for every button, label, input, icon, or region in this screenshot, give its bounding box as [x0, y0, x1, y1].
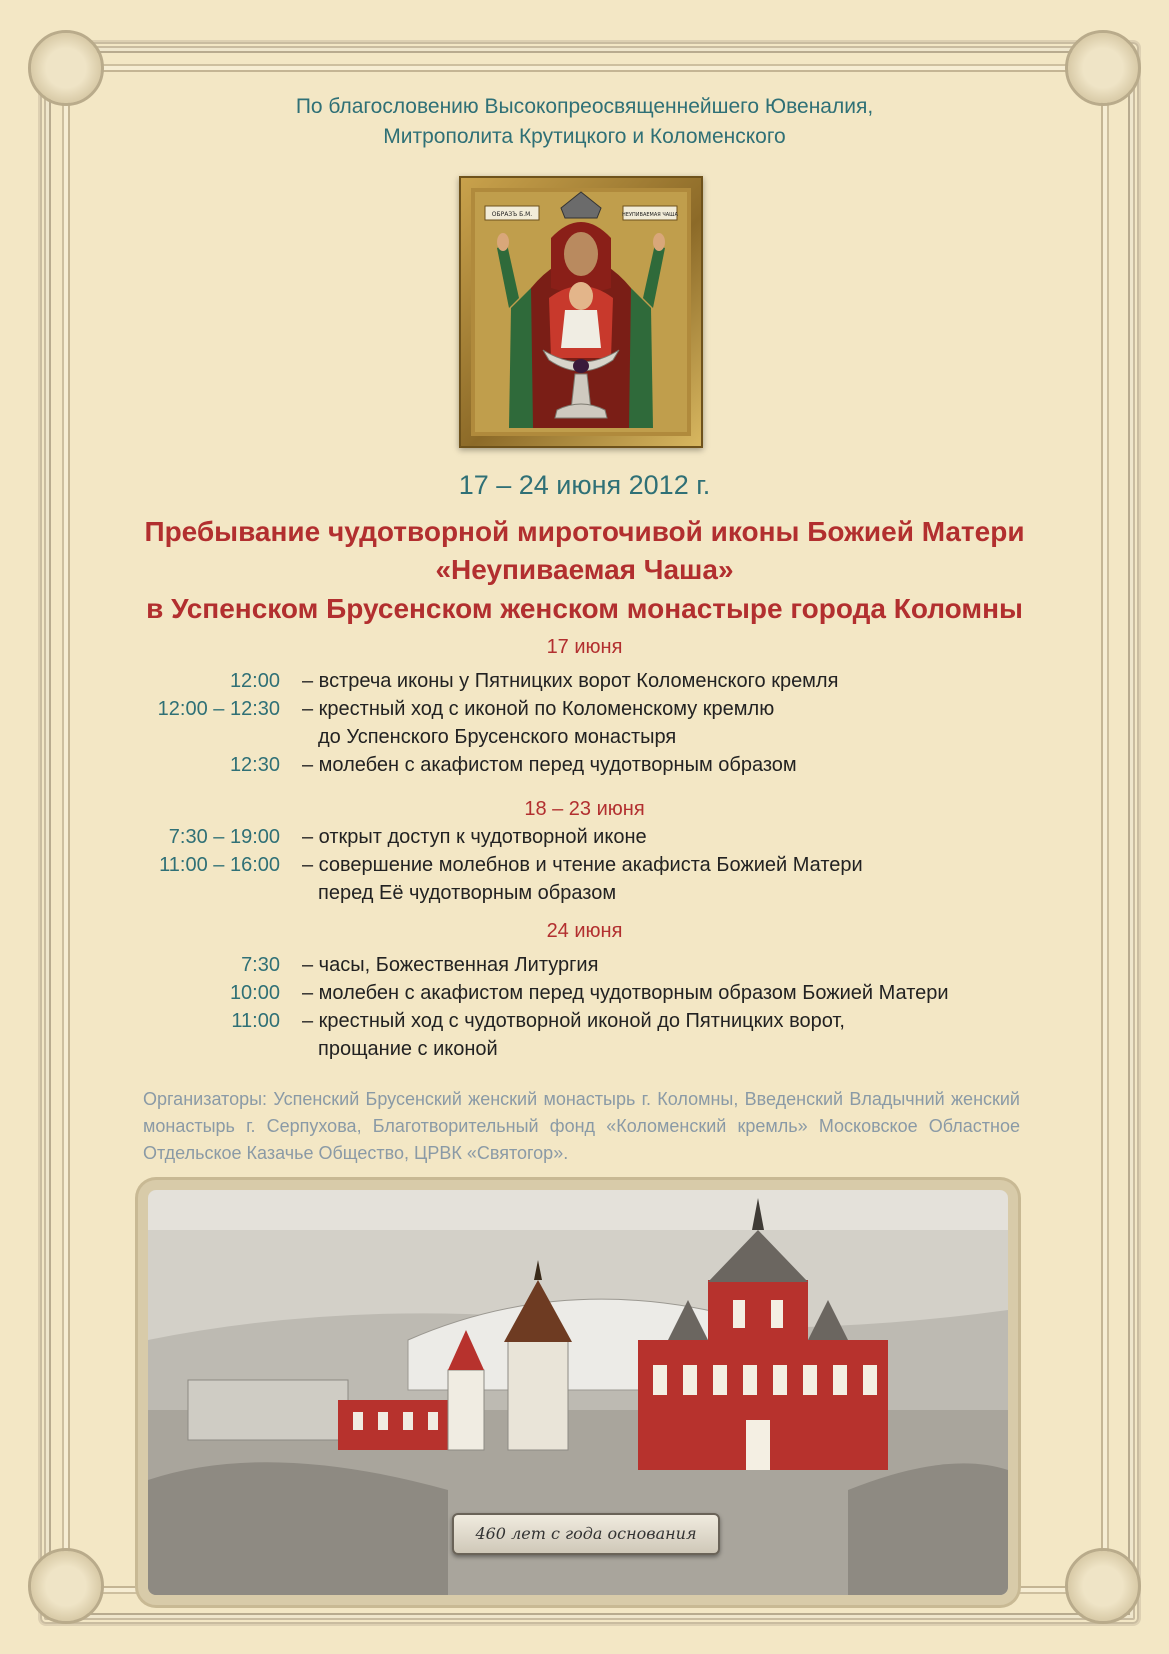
schedule-row-cont [0, 882, 1169, 910]
title-line-3: в Успенском Брусенском женском монастыре города Коломны [146, 593, 1023, 624]
corner-ornament-icon [28, 1548, 104, 1624]
corner-ornament-icon [1065, 1548, 1141, 1624]
schedule-row [0, 670, 1169, 698]
schedule-time: 7:30 [241, 954, 280, 976]
day-heading: 17 июня [546, 636, 623, 658]
schedule-time: 12:00 – 12:30 [157, 698, 280, 720]
schedule-row-cont [0, 726, 1169, 754]
icon-label-right: НЕУПИВАЕМАЯ ЧАША [622, 212, 678, 218]
schedule-desc: – молебен с акафистом перед чудотворным образом [302, 754, 797, 776]
schedule-desc: – крестный ход с чудотворной иконой до Пятницких ворот, [302, 1010, 845, 1032]
schedule-row [0, 754, 1169, 782]
schedule-row [0, 954, 1169, 982]
schedule-desc: – крестный ход с иконой по Коломенскому кремлю [302, 698, 775, 720]
schedule-desc: – молебен с акафистом перед чудотворным образом Божией Матери [302, 982, 949, 1004]
theotokos-icon [461, 178, 701, 446]
schedule-row [0, 826, 1169, 854]
blessing-line-2: Митрополита Крутицкого и Коломенского [383, 125, 786, 148]
schedule-desc: – открыт доступ к чудотворной иконе [302, 826, 647, 848]
schedule-row-cont [0, 1038, 1169, 1066]
schedule-time: 7:30 – 19:00 [168, 826, 280, 848]
schedule-time: 12:30 [229, 754, 280, 776]
organizers-text: Организаторы: Успенский Брусенский женский монастырь г. Коломны, Введенский Владычний женский монастырь г. Серпухова, Благотворительный фонд «Коломенский кремль» Московское Областное Отдельское Казачье Общество, ЦРВК «Святогор». [143, 1089, 1020, 1163]
schedule-row [0, 1010, 1169, 1038]
schedule-row [0, 854, 1169, 882]
schedule-row [0, 698, 1169, 726]
schedule-desc: – часы, Божественная Литургия [302, 954, 599, 976]
schedule-desc-cont: перед Её чудотворным образом [318, 882, 617, 904]
photo-caption: 460 лет с года основания [452, 1513, 720, 1555]
schedule-desc-cont: до Успенского Брусенского монастыря [318, 726, 677, 748]
icon-label-left: ОБРАЗЪ Б.М. [491, 211, 533, 218]
day-heading: 18 – 23 июня [524, 798, 645, 820]
blessing-line-1: По благословению Высокопреосвященнейшего Ювеналия, [295, 95, 874, 118]
title-line-2: «Неупиваемая Чаша» [435, 554, 734, 585]
schedule-time: 10:00 [229, 982, 280, 1004]
schedule-desc-cont: прощание с иконой [318, 1038, 498, 1060]
schedule-time: 11:00 – 16:00 [159, 854, 280, 876]
schedule-row [0, 982, 1169, 1010]
title-line-1: Пребывание чудотворной мироточивой иконы Божией Матери [144, 516, 1025, 547]
schedule-desc: – совершение молебнов и чтение акафиста Божией Матери [302, 854, 863, 876]
icon-image [459, 176, 703, 448]
schedule-desc: – встреча иконы у Пятницких ворот Коломенского кремля [302, 670, 839, 692]
day-heading: 24 июня [546, 920, 623, 942]
schedule-time: 12:00 [229, 670, 280, 692]
event-dates: 17 – 24 июня 2012 г. [458, 470, 711, 500]
schedule-time: 11:00 [231, 1010, 280, 1032]
